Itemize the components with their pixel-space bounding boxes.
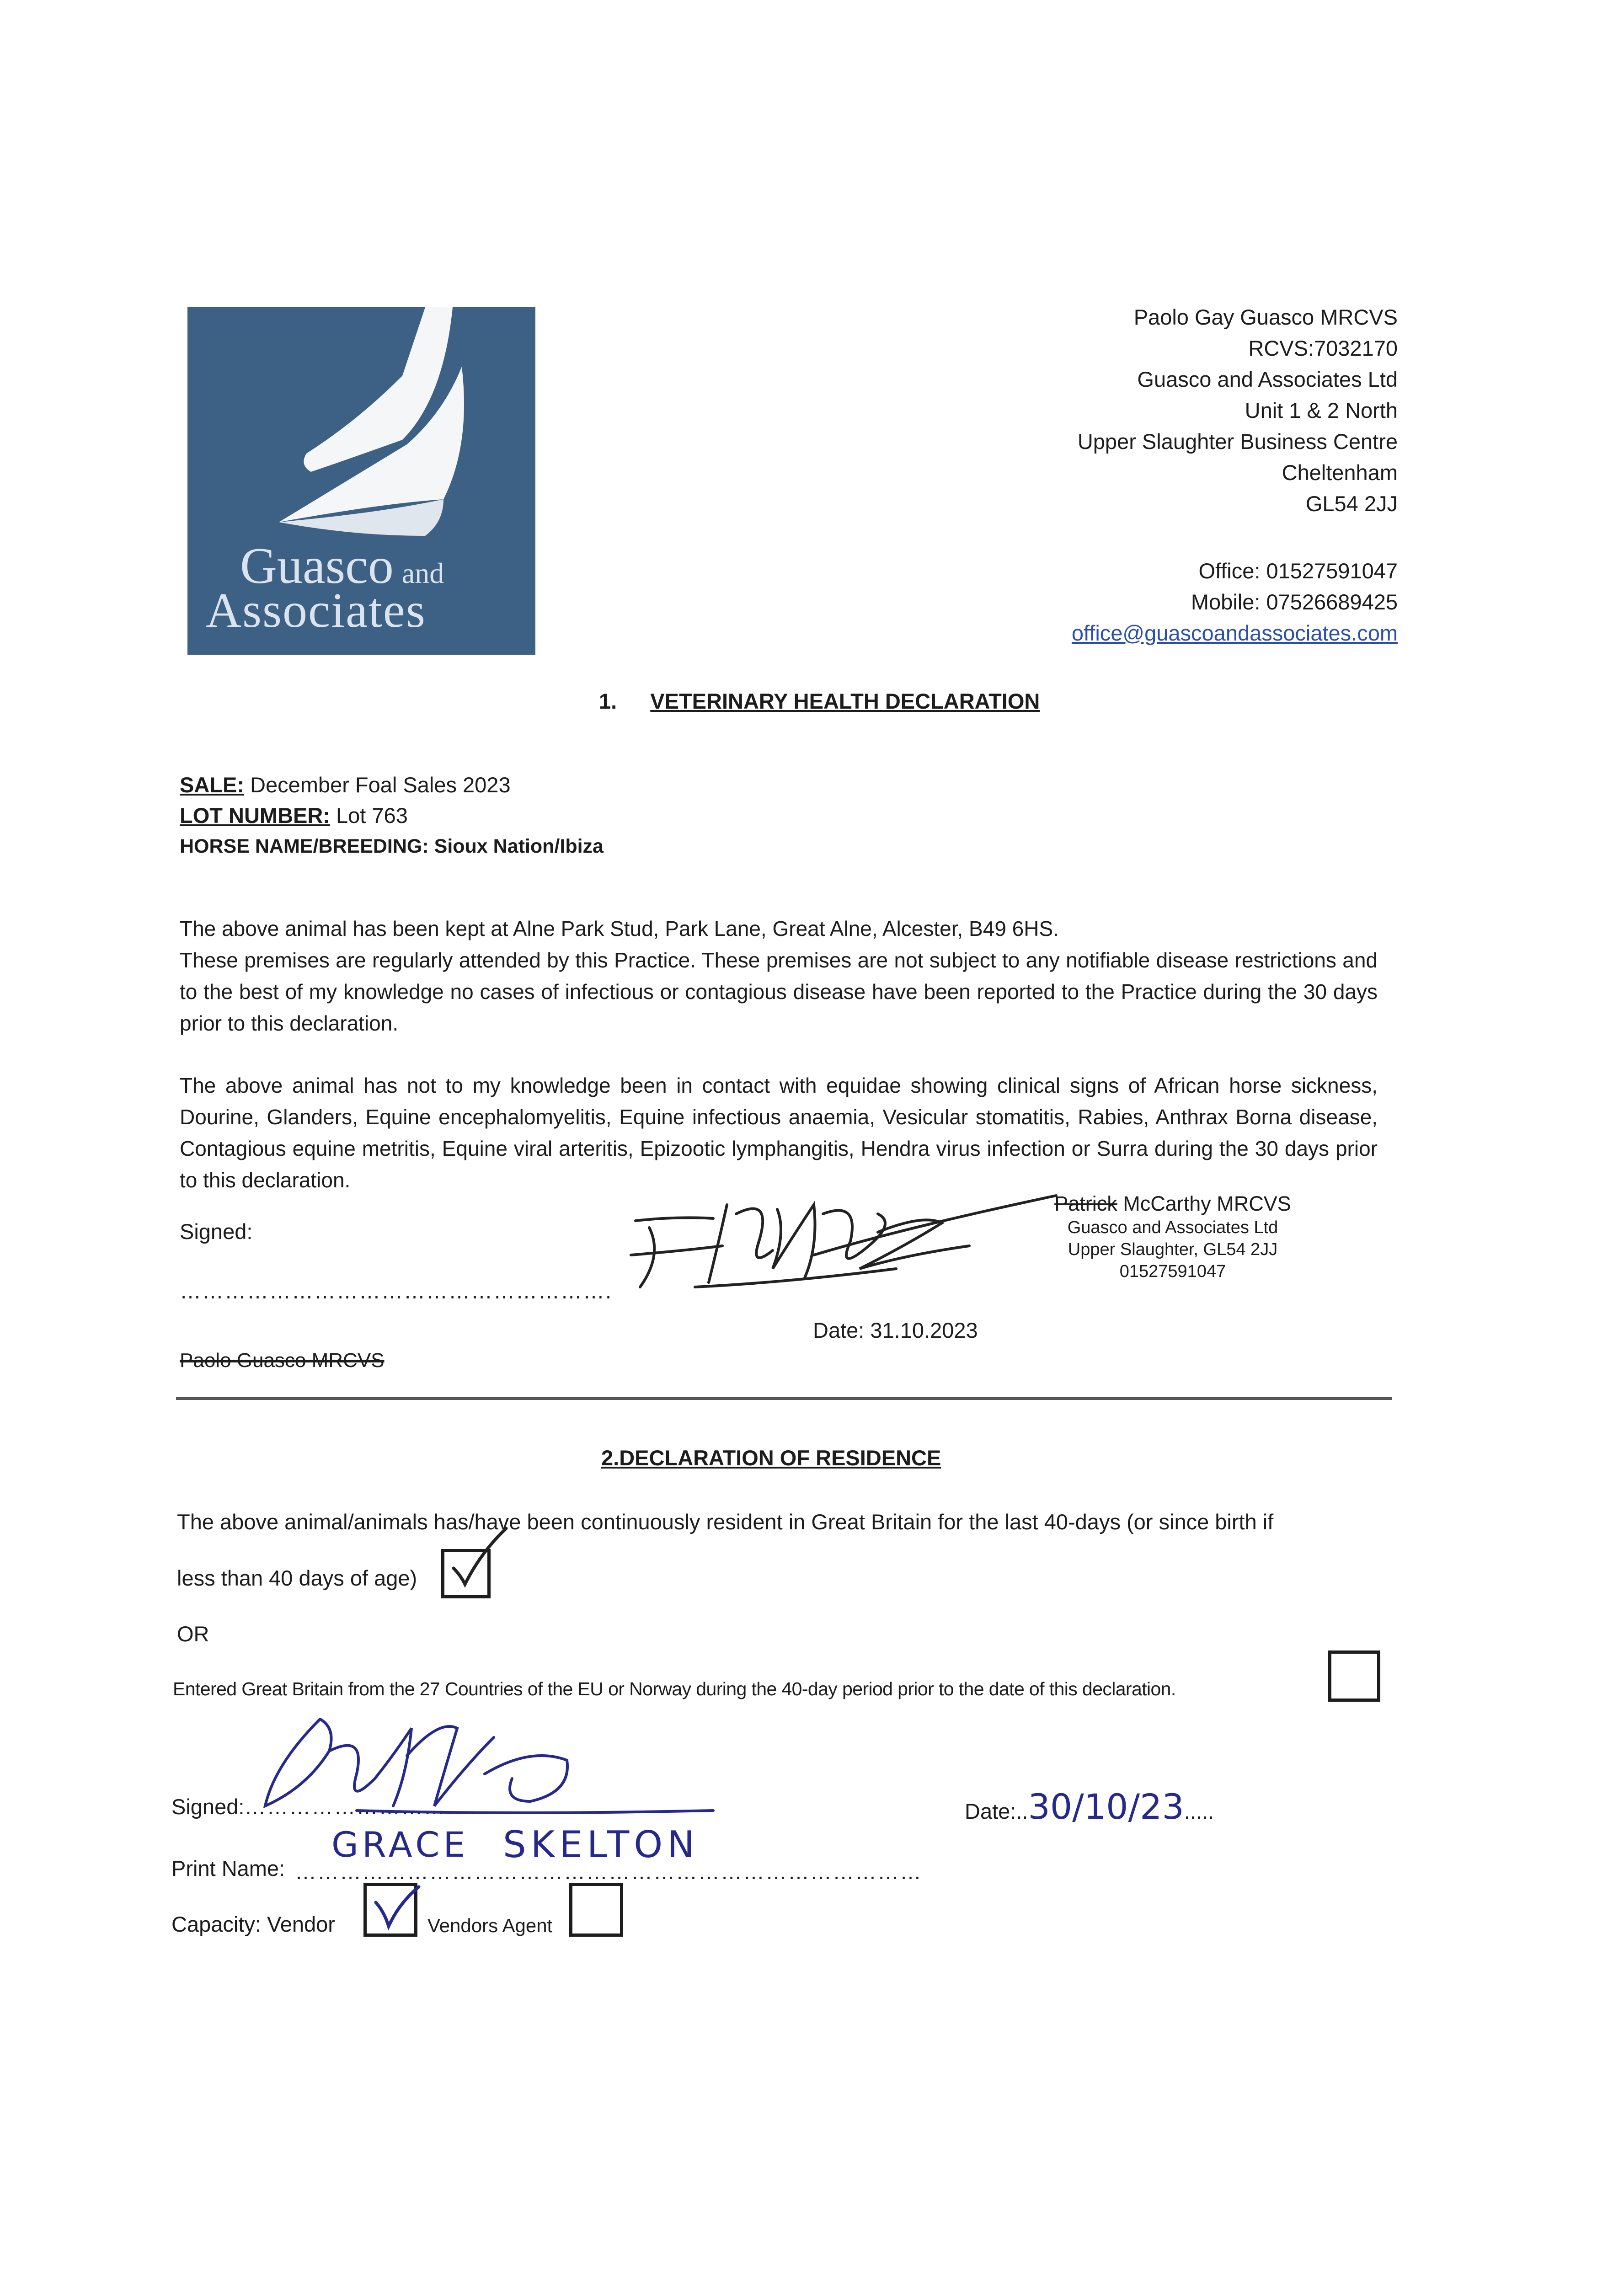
sale-label: SALE: (180, 773, 244, 797)
sale-value: December Foal Sales 2023 (244, 773, 511, 797)
struck-vet-name: Paolo Guasco MRCVS (180, 1349, 385, 1372)
section1-paragraph-1 (180, 913, 1378, 1039)
lot-line (180, 800, 408, 831)
practice-office-phone: Office: 01527591047 (1198, 559, 1398, 583)
practice-vet-name: Paolo Gay Guasco MRCVS (1133, 305, 1398, 329)
section1-heading (599, 686, 1040, 717)
print-name-dots: ………………………………………………………………………… (295, 1859, 922, 1884)
section2-date-value: 30/10/23 (1028, 1786, 1184, 1827)
premises-text: These premises are regularly attended by this Practice. These premises are not subject to any notifiable disease restrictions and to the best of my knowledge no cases of infectious or contagious disease have been reported to the Practice during the 30 days prior to this declaration. (180, 948, 1378, 1035)
stamp-name-struck: Patrick (1054, 1192, 1117, 1215)
lot-label: LOT NUMBER: (180, 803, 330, 828)
logo-text-and: and (401, 557, 444, 589)
section1-date: Date: 31.10.2023 (813, 1318, 978, 1342)
premises-line: The above animal has been kept at Alne Park Stud, Park Lane, Great Alne, Alcester, B49 6HS. (180, 917, 1059, 940)
or-label: OR (177, 1622, 209, 1646)
section-divider (176, 1397, 1392, 1400)
vet-signature (622, 1177, 1061, 1301)
lot-value: Lot 763 (330, 803, 408, 828)
print-name-last: SKELTON (503, 1823, 700, 1866)
section2-date-line (965, 1786, 1214, 1827)
practice-mobile-phone: Mobile: 07526689425 (1191, 590, 1398, 614)
section2-date-dots-pre: .. (1016, 1799, 1028, 1823)
section1-paragraph-2: The above animal has not to my knowledge been in contact with equidae showing clinical signs of African horse sickness, Dourine, Glanders, Equine encephalomyelitis, Equine infectious anaemia, Vesicular stomatitis, Rabies, Anthrax Borna disease, Contagious equine metritis, Equine viral arteritis, Epizootic lymphangitis, Hendra virus infection or Surra during the 30 days prior to this declaration. (180, 1074, 1378, 1192)
vendors-agent-label: Vendors Agent (427, 1915, 553, 1936)
entered-eu-checkbox[interactable] (1328, 1650, 1380, 1702)
stamp-company: Guasco and Associates Ltd (1067, 1218, 1278, 1237)
sale-line (180, 769, 511, 801)
resident-line-1: The above animal/animals has/have been continuously resident in Great Britain for the last 40-days (or since birth if (177, 1510, 1274, 1534)
section2-signed-dots: ………………………………………. (244, 1795, 588, 1819)
print-name-line (171, 1853, 285, 1884)
resident-checkbox[interactable] (441, 1549, 491, 1598)
practice-town: Cheltenham (1282, 460, 1398, 485)
practice-company: Guasco and Associates Ltd (1137, 367, 1398, 391)
practice-email-link[interactable]: office@guascoandassociates.com (1071, 621, 1398, 645)
stamp-name: McCarthy MRCVS (1117, 1192, 1291, 1215)
company-logo (187, 307, 535, 655)
practice-postcode: GL54 2JJ (1305, 491, 1398, 516)
vendor-signature (256, 1701, 722, 1833)
capacity-label: Capacity: Vendor (171, 1912, 335, 1936)
section2-date-dots-post: ..... (1184, 1799, 1214, 1823)
print-name-label: Print Name: (171, 1856, 285, 1880)
vendor-checkbox[interactable] (363, 1883, 417, 1937)
section1-signed-label: Signed: (180, 1219, 253, 1244)
stamp-address: Upper Slaughter, GL54 2JJ (1068, 1240, 1278, 1259)
section2-date-label: Date: (965, 1799, 1016, 1823)
section1-signature-line: …………………………………………………. (180, 1279, 613, 1303)
practice-unit: Unit 1 & 2 North (1245, 398, 1398, 422)
checkmark-icon (371, 1884, 422, 1934)
stamp-phone: 01527591047 (1119, 1262, 1226, 1281)
section2-title: 2.DECLARATION OF RESIDENCE (601, 1446, 941, 1470)
logo-text-associates: Associates (206, 583, 426, 638)
checkmark-icon (440, 1525, 508, 1598)
section1-number: 1. (599, 689, 617, 713)
resident-line-2: less than 40 days of age) (177, 1566, 417, 1590)
practice-business-centre: Upper Slaughter Business Centre (1077, 429, 1398, 454)
section2-signed-label: Signed: (171, 1795, 245, 1819)
entered-eu-line: Entered Great Britain from the 27 Countries of the EU or Norway during the 40-day period prior to the date of this declaration. (173, 1678, 1176, 1699)
vet-stamp (1045, 1191, 1301, 1282)
horse-name-line: HORSE NAME/BREEDING: Sioux Nation/Ibiza (180, 835, 604, 857)
vendors-agent-checkbox[interactable] (569, 1883, 623, 1937)
logo-text-guasco: Guasco (240, 538, 394, 594)
print-name-first: GRACE (331, 1824, 469, 1865)
practice-rcvs: RCVS:7032170 (1248, 336, 1398, 360)
section1-title: VETERINARY HEALTH DECLARATION (650, 689, 1040, 713)
